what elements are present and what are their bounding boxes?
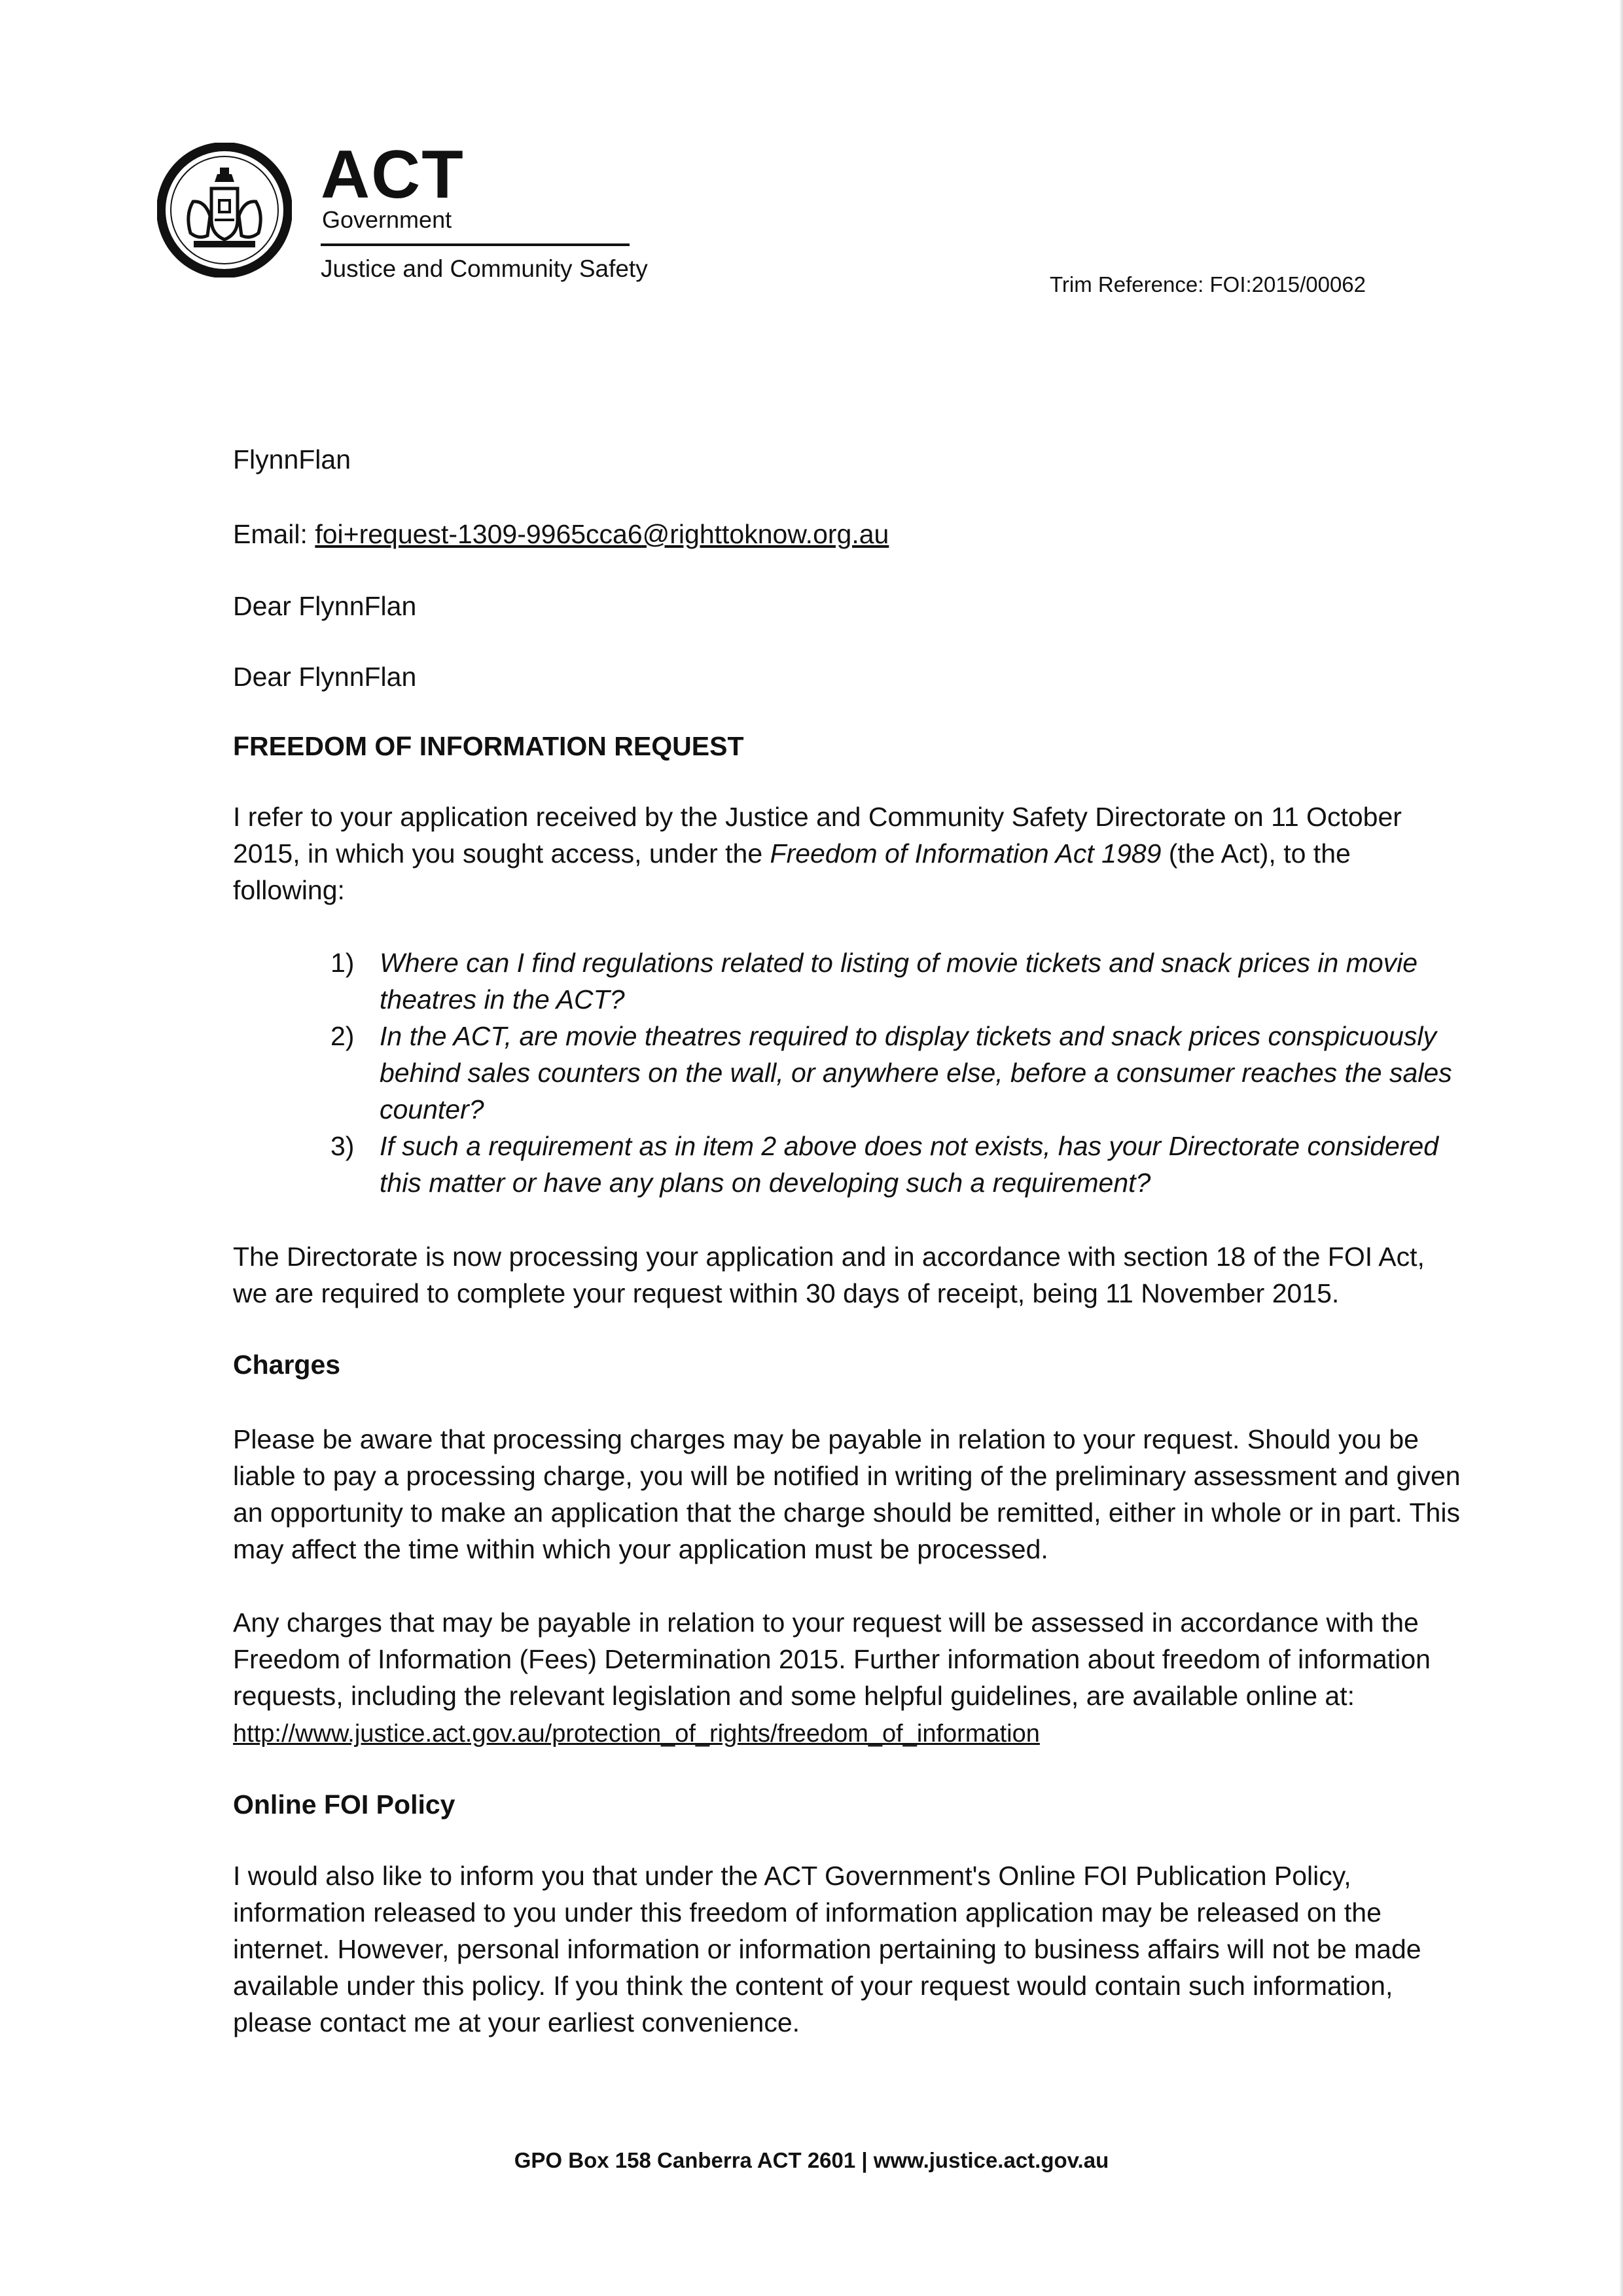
logo-act-text: ACT [321, 137, 465, 213]
email-label: Email: [233, 519, 308, 549]
question-number: 1) [330, 948, 355, 978]
letter-footer: GPO Box 158 Canberra ACT 2601 | www.justice.act.gov.au [514, 2148, 1109, 2172]
recipient-email-link[interactable]: foi+request-1309-9965cca6@righttoknow.org.au [315, 519, 889, 549]
act-government-crest-logo [157, 143, 292, 278]
salutation-first: Dear FlynnFlan [233, 591, 417, 621]
question-text: In the ACT, are movie theatres required to display tickets and snack prices conspicuously behind sales counters on the wall, or anywhere else, before a consumer reaches the sales counter? [380, 1021, 1452, 1124]
processing-paragraph: The Directorate is now processing your application and in accordance with section 18 of the FOI Act, we are required to complete your request within 30 days of receipt, being 11 November 2015. [233, 1242, 1425, 1308]
question-text: Where can I find regulations related to listing of movie tickets and snack prices in movie theatres in the ACT? [380, 948, 1418, 1014]
act-name: Freedom of Information Act 1989 [770, 838, 1162, 869]
logo-government-text: Government [322, 206, 452, 233]
intro-text-2: (the Act), to the following: [233, 838, 1351, 905]
trim-reference: Trim Reference: FOI:2015/00062 [1050, 272, 1366, 296]
online-policy-paragraph: I would also like to inform you that under the ACT Government's Online FOI Publication Policy, information released to you under this freedom of information application may be released on the internet. However, personal information or information pertaining to business affairs will not be made available under this policy. If you think the content of your request would contain such information, please contact me at your earliest convenience. [233, 1861, 1421, 2037]
fees-text: Any charges that may be payable in relation to your request will be assessed in accordance with the Freedom of Information (Fees) Determination 2015. Further information about freedom of information requests, including the relevant legislation and some helpful guidelines, are available online at: [233, 1607, 1431, 1711]
recipient-email-line [233, 516, 1463, 552]
question-number: 3) [330, 1131, 355, 1161]
logo-directorate-text: Justice and Community Safety [321, 255, 648, 282]
charges-heading: Charges [233, 1350, 341, 1380]
question-text: If such a requirement as in item 2 above does not exists, has your Directorate considered this matter or have any plans on developing such a requirement? [380, 1131, 1439, 1198]
recipient-name: FlynnFlan [233, 444, 351, 475]
foi-info-link[interactable]: http://www.justice.act.gov.au/protection_of_rights/freedom_of_information [233, 1720, 1040, 1748]
charges-paragraph: Please be aware that processing charges may be payable in relation to your request. Should you be liable to pay a processing charge, you will be notified in writing of the preliminary assessment and given an opportunity to make an application that the charge should be remitted, either in whole or in part. This may affect the time within which your application must be processed. [233, 1424, 1461, 1564]
intro-text-1: I refer to your application received by the Justice and Community Safety Directorate on 11 October 2015, in which you sought access, under the [233, 802, 1402, 869]
intro-paragraph [233, 798, 1463, 908]
letter-heading: FREEDOM OF INFORMATION REQUEST [233, 731, 744, 761]
fees-paragraph [233, 1604, 1463, 1752]
logo-divider [321, 243, 630, 246]
question-number: 2) [330, 1021, 355, 1051]
online-policy-heading: Online FOI Policy [233, 1789, 455, 1820]
salutation-second: Dear FlynnFlan [233, 662, 417, 692]
page-edge-shadow [1619, 0, 1623, 2296]
